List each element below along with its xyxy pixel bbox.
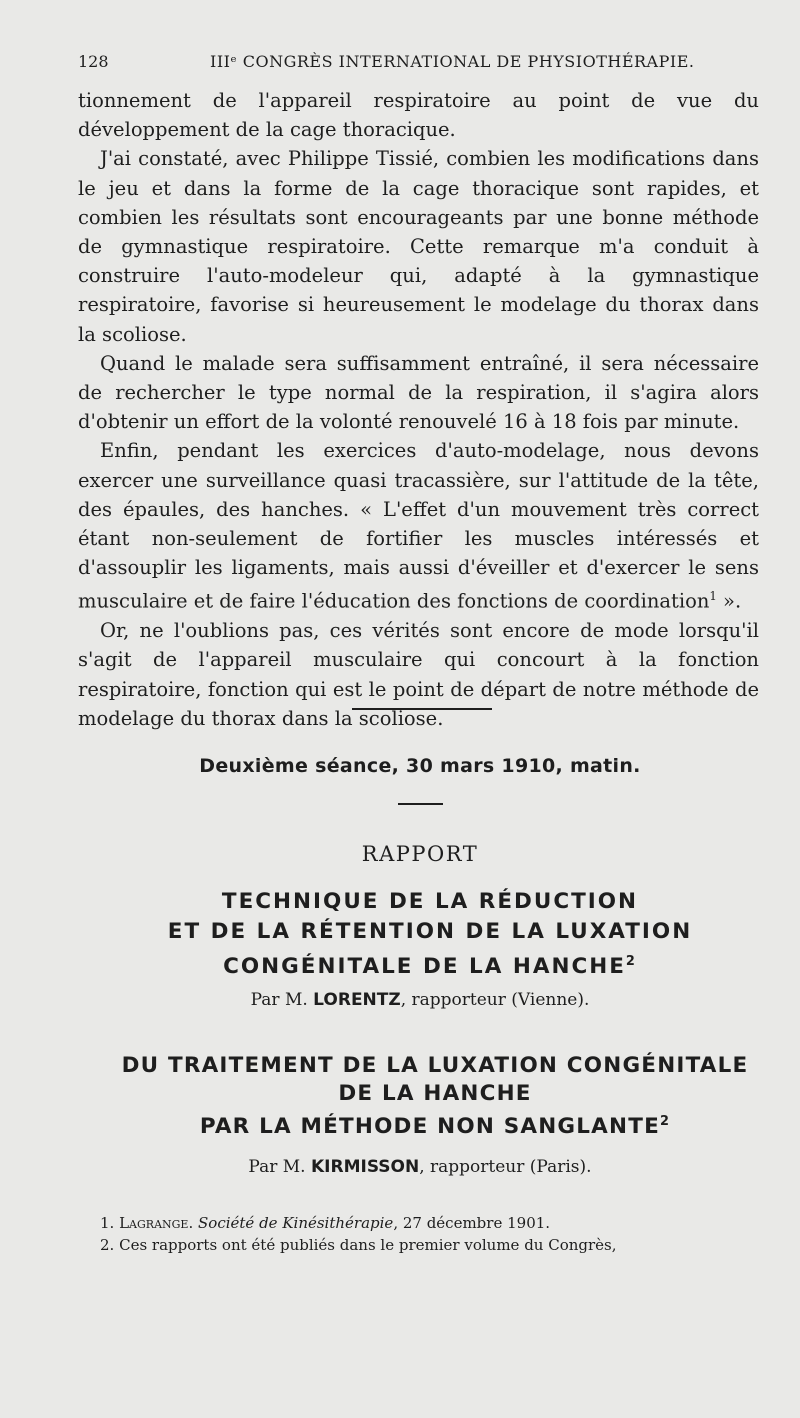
footnote [100, 1234, 760, 1256]
session-heading: Deuxième séance, 30 mars 1910, matin. [199, 755, 641, 777]
running-header [78, 52, 758, 78]
title-line: ET DE LA RÉTENTION DE LA LUXATION [167, 919, 693, 944]
paragraph: J'ai constaté, avec Philippe Tissié, combien les modifications dans le jeu et dans la forme de la cage thoracique sont rapides, et combien les résultats sont encourageants par une bonne méthode de gymnastique respiratoire. Cette remarque m'a conduit à construire l'auto-modeleur qui, adapté à la gymnastique respiratoire, favorise si heureusement le modelage du thorax dans la scoliose. [78, 147, 759, 346]
title-text: PAR LA MÉTHODE NON SANGLANTE [199, 1114, 660, 1140]
running-title: IIIᵉ CONGRÈS INTERNATIONAL DE PHYSIOTHÉRAPIE. [210, 52, 695, 71]
byline-par: Par M. [250, 990, 308, 1010]
title-line: DU TRAITEMENT DE LA LUXATION CONGÉNITALE [121, 1053, 749, 1078]
title-line [80, 947, 780, 982]
title-line: TECHNIQUE DE LA RÉDUCTION [221, 889, 639, 914]
author-name: KIRMISSON [310, 1157, 420, 1177]
rapport-heading: RAPPORT [361, 842, 479, 866]
report-title-kirmisson [70, 1052, 800, 1141]
paragraph: tionnement de l'appareil respiratoire au point de vue du développement de la cage thoracique. [78, 89, 759, 142]
paragraph: Quand le malade sera suffisamment entraîné, il sera nécessaire de rechercher le type normal de la respiration, il s'agira alors d'obtenir un effort de la volonté renouvelé 16 à 18 fois par minute. [78, 351, 759, 434]
footnote-source: Société de Kinésithérapie [198, 1214, 394, 1232]
section-divider-short [398, 803, 443, 805]
quote-close: ». [716, 589, 742, 613]
footnote-ref: 1 [709, 589, 717, 604]
author-role: , rapporteur (Paris). [419, 1157, 592, 1177]
title-line: DE LA HANCHE [338, 1081, 532, 1106]
footnote-ref: 2 [659, 1114, 671, 1129]
footnote-text: Ces rapports ont été publiés dans le premier volume du Congrès, [119, 1236, 617, 1254]
byline-lorentz [0, 990, 800, 1010]
paragraph [78, 436, 759, 616]
report-title-lorentz [80, 887, 780, 982]
footnote-rest: , 27 décembre 1901. [393, 1214, 551, 1232]
footnote-author: Lagrange. [119, 1214, 194, 1232]
byline-kirmisson [0, 1157, 800, 1177]
paragraph-text: Enfin, pendant les exercices d'auto-modelage, nous devons exercer une surveillance quasi tracassière, sur l'attitude de la tête, des épaules, des hanches. « L'effet d'un mouvement très correct étant non-seulement de fortifier les muscles intéressés et d'assouplir les ligaments, mais aussi d'éveiller et d'exercer le sens musculaire et de faire l'éducation des fonctions de coordination [78, 439, 759, 613]
title-text: CONGÉNITALE DE LA HANCHE [223, 954, 626, 980]
page-number: 128 [78, 52, 109, 71]
footnotes [100, 1212, 760, 1256]
paragraph: Or, ne l'oublions pas, ces vérités sont encore de mode lorsqu'il s'agit de l'appareil musculaire qui concourt à la fonction respiratoire, fonction qui est le point de départ de notre méthode de modelage du thorax dans la scoliose. [78, 619, 759, 730]
footnote-ref: 2 [625, 954, 637, 969]
footnote-number: 1. [100, 1214, 115, 1232]
footnote-number: 2. [100, 1236, 115, 1254]
footnote [100, 1212, 760, 1234]
title-line [70, 1108, 800, 1141]
byline-par: Par M. [248, 1157, 306, 1177]
author-role: , rapporteur (Vienne). [400, 990, 590, 1010]
body-text [78, 86, 759, 733]
author-name: LORENTZ [313, 990, 401, 1010]
section-divider [352, 708, 492, 710]
